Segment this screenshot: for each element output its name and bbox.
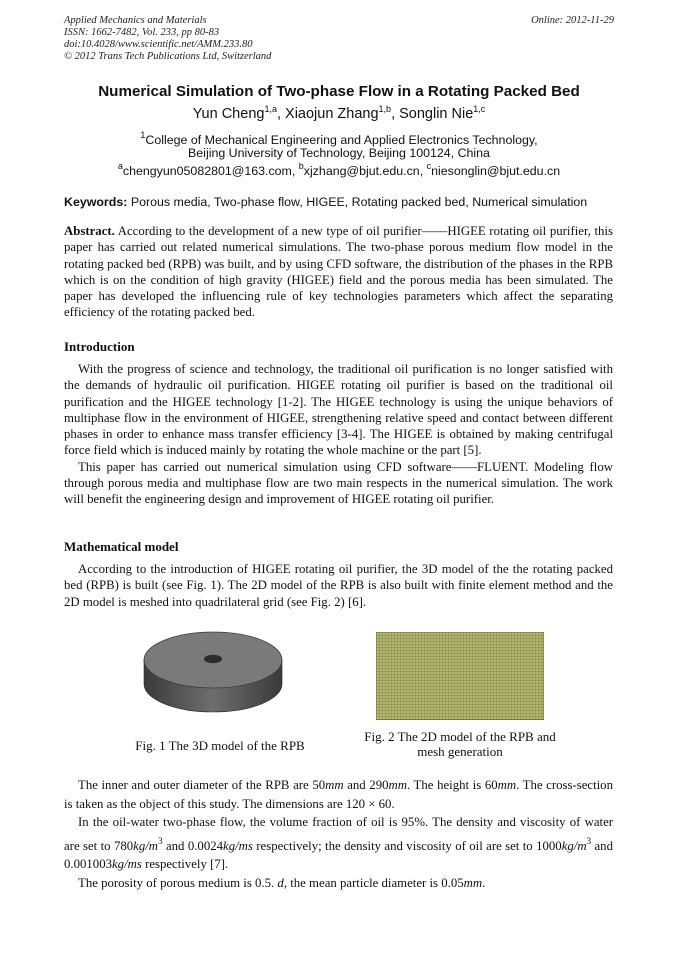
affiliation-text: College of Mechanical Engineering and Applied Electronics Technology,	[145, 133, 538, 147]
oil-viscosity-value: 0.001003	[64, 857, 112, 871]
text-run: The porosity of porous medium is	[78, 875, 252, 890]
fig2-mesh-grid-image	[376, 632, 544, 720]
email-c[interactable]: niesonglin@bjut.edu.cn	[431, 164, 561, 178]
keywords	[64, 195, 587, 209]
oil-density-value: 1000	[536, 838, 562, 853]
text-run: . The cross-section is taken as the object of this study. The dimensions are	[64, 778, 613, 811]
abstract-label: Abstract.	[64, 224, 115, 238]
oil-fraction-value: 95%	[401, 815, 425, 829]
dimensions-value: 120 × 60	[345, 796, 392, 811]
abstract-text: According to the development of a new type of oil purifier——HIGEE rotating oil purifier, this paper has carried out related numerical simulations. The two-phase porous medium flow model in the rotating packed bed (RPB) was built, and by using CFD software, the distribution of the phases in the RPB which is on the condition of high gravity (HIGEE) field and the porous media has been simulated. The paper has developed the influencing rule of key technologies parameters which affect the separating efficiency of the rotating packed bed.	[64, 224, 613, 320]
author-name: Songlin Nie	[399, 106, 474, 122]
text-run: and	[165, 838, 185, 853]
author-sup: 1,c	[473, 104, 486, 114]
email-sup: b	[298, 161, 304, 171]
email-a[interactable]: chengyun05082801@163.com	[122, 164, 292, 178]
text-run: , the mean particle diameter is	[283, 875, 439, 890]
fig2-caption-line-1: Fig. 2 The 2D model of the RPB and	[364, 729, 556, 744]
doi-line: doi:10.4028/www.scientific.net/AMM.233.80	[64, 39, 253, 50]
text-run: and	[347, 778, 366, 792]
height-value: 60	[484, 778, 498, 792]
unit-mm: mm	[463, 875, 483, 890]
intro-paragraph-2: This paper has carried out numerical simulation using CFD software——FLUENT. Modeling flow through porous media and multiphase flow are two main respects in the numerical simulation. The work will benefit the engineering design and improvement of HIGEE rotating oil purifier.	[64, 459, 613, 507]
introduction-body	[64, 361, 613, 508]
viscosity-unit: kg/ms	[112, 857, 142, 871]
section-heading-introduction: Introduction	[64, 339, 135, 354]
email-sup: c	[426, 161, 432, 171]
email-b[interactable]: xjzhang@bjut.edu.cn	[303, 164, 420, 178]
density-exponent: 3	[158, 835, 163, 846]
unit-mm: mm	[497, 778, 517, 792]
particle-symbol: d	[277, 875, 284, 890]
viscosity-unit: kg/ms	[223, 838, 253, 853]
keywords-text: Porous media, Two-phase flow, HIGEE, Rotating packed bed, Numerical simulation	[130, 195, 588, 209]
abstract	[64, 223, 613, 321]
dimensions-body	[64, 776, 613, 892]
text-run: In the oil-water two-phase flow, the volume fraction of oil is	[78, 815, 398, 829]
density-paragraph	[64, 813, 613, 874]
keywords-label: Keywords:	[64, 195, 128, 209]
section-heading-math-model: Mathematical model	[64, 539, 179, 554]
author-list: Yun Cheng$^{1,a}$, Xiaojun Zhang$^{1,b}$, Songlin Nie$^{1,c}$	[192, 104, 486, 122]
text-run: and	[594, 838, 613, 853]
water-viscosity-value: 0.0024	[187, 838, 224, 853]
inner-diameter-value: 50	[312, 778, 326, 792]
intro-paragraph-1: With the progress of science and technology, the traditional oil purification is no longer satisfied with the demands of hydraulic oil purification. HIGEE rotating oil purifier is based on the traditional oil purification and the HIGEE technology [1-2]. The HIGEE technology is using the unique behaviors of multiphase flow in the environment of HIGEE, strengthening relative speed and contact between different phases in order to enhance mass transfer efficiency [3-4]. The HIGEE is obtained by making centrifugal force field which is induced mainly by rotating the whole machine or the part [5].	[64, 362, 613, 458]
dimensions-paragraph: The inner and outer diameter of the RPB are 50mm and 290mm. The height is 60mm. The cross-section is taken as the object of this study. The dimensions are 120 × 60.	[64, 778, 613, 811]
particle-diameter-value: 0.05	[441, 875, 464, 890]
issn-line: ISSN: 1662-7482, Vol. 233, pp 80-83	[64, 27, 220, 38]
text-run: . The height is	[406, 778, 482, 792]
copyright-line: © 2012 Trans Tech Publications Ltd, Switzerland	[64, 51, 272, 62]
text-run: . The density and viscosity of water are set to	[64, 815, 614, 853]
fig1-3d-disk-image	[140, 622, 286, 718]
porosity-paragraph: The porosity of porous medium is 0.5. d, the mean particle diameter is 0.05mm.	[78, 875, 486, 890]
fig2-caption-line-2: mesh generation	[417, 744, 503, 759]
density-exponent: 3	[586, 835, 592, 846]
paper-title: Numerical Simulation of Two-phase Flow in a Rotating Packed Bed	[98, 83, 580, 100]
journal-name: Applied Mechanics and Materials	[64, 15, 207, 26]
unit-mm: mm	[388, 778, 407, 792]
affiliation-line-2: Beijing University of Technology, Beijing 100124, China	[188, 146, 490, 160]
unit-mm: mm	[325, 778, 344, 792]
author-sup: 1,a	[264, 104, 277, 114]
text-run: respectively [7].	[145, 857, 229, 871]
author-name: Xiaojun Zhang	[285, 106, 379, 122]
math-model-body	[64, 561, 613, 610]
outer-diameter-value: 290	[369, 778, 389, 792]
text-run: The inner and outer diameter of the RPB are	[78, 778, 309, 792]
fig1-caption: Fig. 1 The 3D model of the RPB	[135, 738, 305, 753]
math-paragraph-1: According to the introduction of HIGEE rotating oil purifier, the 3D model of the the rotating packed bed (RPB) is built (see Fig. 1). The 2D model of the RPB is also built with finite element method and the 2D model is meshed into quadrilateral grid (see Fig. 2) [6].	[64, 562, 613, 609]
porosity-value: 0.5	[255, 875, 272, 890]
author-name: Yun Cheng	[192, 106, 265, 122]
text-run: respectively; the density and viscosity of oil are set to	[256, 838, 533, 853]
email-sup: a	[117, 161, 123, 171]
author-sup: 1,b	[378, 104, 392, 114]
text-run: .	[271, 875, 278, 890]
water-density-value: 780	[113, 838, 134, 853]
affiliation-line-1	[0, 130, 678, 147]
density-unit: kg/m	[561, 838, 587, 853]
density-unit: kg/m	[133, 838, 159, 853]
online-date: Online: 2012-11-29	[531, 15, 614, 26]
email-line: $^a$chengyun05082801@163.com, $^b$xjzhang@bjut.edu.cn, $^c$niesonglin@bjut.edu.cn	[117, 161, 561, 178]
affiliation-sup: 1	[140, 130, 146, 140]
